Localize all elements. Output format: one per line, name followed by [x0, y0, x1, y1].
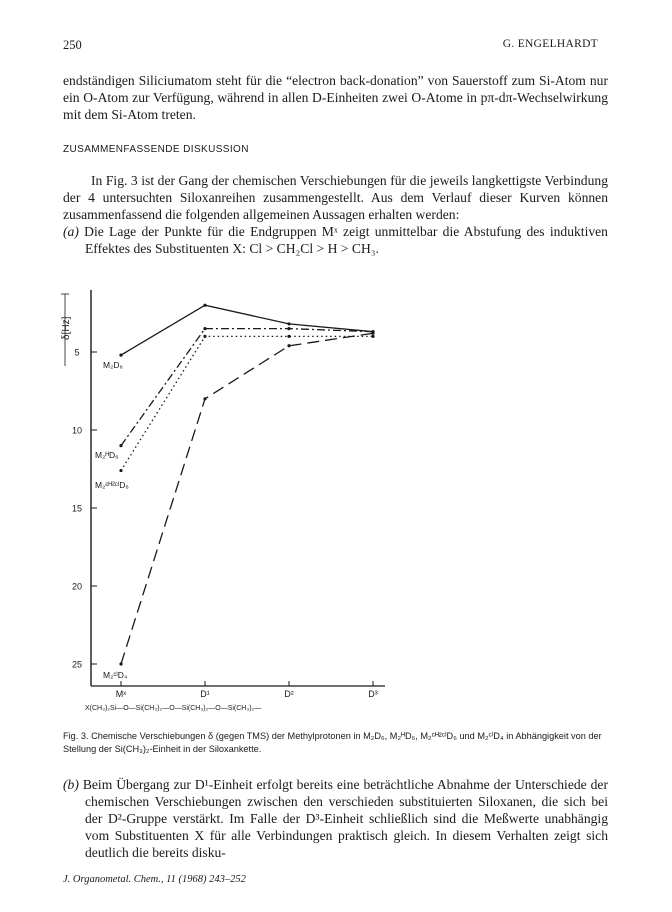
data-point [203, 335, 206, 338]
discussion-paragraph [63, 172, 608, 257]
series-group [119, 304, 374, 666]
x-axis-formula: X(CH₃)₂Si—O—Si(CH₃)₂—O—Si(CH₃)₂—O—Si(CH₃)₂— [85, 705, 262, 712]
series-label: M₂ᶜᴴ²ᶜˡD₆ [95, 480, 129, 490]
y-tick-label: 15 [71, 503, 83, 514]
figure-caption: Fig. 3. Chemische Verschiebungen δ (gegen TMS) der Methylprotonen in M₂D₆, M₂ᴴD₆, M₂ᶜᴴ²ᶜˡD₆ und M₂ᶜˡD₄ in Abhängigkeit von der Stellung der Si(CH₃)₂-Einheit in der Siloxankette. [63, 731, 602, 754]
x-tick-label: D³ [368, 689, 378, 699]
data-point [119, 469, 122, 472]
y-tick-label: 20 [71, 581, 83, 592]
y-tick-group [72, 348, 97, 670]
running-head: G. ENGELHARDT [502, 38, 598, 50]
discussion-paragraph-text: In Fig. 3 ist der Gang der chemischen Verschiebungen für die jeweils langkettigste Verbindung der 4 untersuchten Siloxanreihen zusammengestellt. Aus dem Verlauf dieser Kurven können zusammenfassend die folgenden allgemeinen Aussagen erhalten werden: [63, 173, 608, 222]
data-point [119, 444, 122, 447]
series-line-4 [121, 333, 373, 664]
data-point [119, 354, 122, 357]
y-tick-label: 5 [74, 347, 80, 358]
figure-3-chart [55, 286, 610, 714]
series-label-group [95, 360, 129, 680]
x-tick-label: Mˣ [115, 689, 127, 699]
x-tick-label: D¹ [200, 689, 210, 699]
list-item-b [63, 776, 608, 861]
data-point [287, 327, 290, 330]
intro-paragraph-text: endständigen Siliciumatom steht für die “electron back-donation” von Sauerstoff zum Si-Atom nur ein O-Atom zur Verfügung, während in allen D-Einheiten zwei O-Atome in pπ-dπ-Wechselwirkung mit dem Si-Atom treten. [63, 73, 608, 122]
data-point [287, 344, 290, 347]
list-item-a-text: Die Lage der Punkte für die Endgruppen Mˣ zeigt unmittelbar die Abstufung des induktiven Effektes des Substituenten X: Cl > CH₂Cl > H > CH₃. [84, 224, 608, 256]
x-tick-label: D² [284, 689, 294, 699]
journal-footer: J. Organometal. Chem., 11 (1968) 243–252 [63, 874, 246, 885]
data-point [203, 397, 206, 400]
page-number: 250 [63, 38, 82, 52]
y-tick-label: 10 [71, 425, 83, 436]
data-point [203, 304, 206, 307]
list-item-b-text: Beim Übergang zur D¹-Einheit erfolgt bereits eine beträchtliche Abnahme der Unterschiede der chemischen Verschiebungen zwischen den verschieden substituierten Siloxanen, die sich bei der D²-Gruppe verstärkt. Im Falle der D³-Einheit schließlich sind die Meßwerte unabhängig vom Substituenten X für alle Verbindungen praktisch gleich. In diesem Verhalten zeigt sich deutlich die bereits disku- [82, 777, 608, 860]
list-item-b-paragraph [63, 776, 608, 861]
data-point [371, 335, 374, 338]
data-point [287, 322, 290, 325]
data-point [203, 327, 206, 330]
data-point [371, 332, 374, 335]
data-point [119, 662, 122, 665]
data-point [287, 335, 290, 338]
y-tick-label: 25 [71, 659, 83, 670]
y-axis-label-group [61, 294, 72, 366]
series-label: M₂ᴴD₆ [95, 450, 119, 460]
series-line-2 [121, 329, 373, 446]
chart-axes [91, 290, 385, 686]
series-label: M₂ᶜˡD₄ [103, 670, 128, 680]
series-line-3 [121, 336, 373, 470]
list-item-b-marker: (b) [63, 777, 79, 792]
x-tick-group [116, 681, 378, 699]
intro-paragraph [63, 72, 608, 123]
y-axis-label: δ[Hz] [61, 316, 72, 340]
series-label: M₂D₆ [103, 360, 123, 370]
section-heading: ZUSAMMENFASSENDE DISKUSSION [63, 144, 249, 155]
list-item-a-marker: (a) [63, 224, 79, 239]
list-item-a [63, 223, 608, 257]
